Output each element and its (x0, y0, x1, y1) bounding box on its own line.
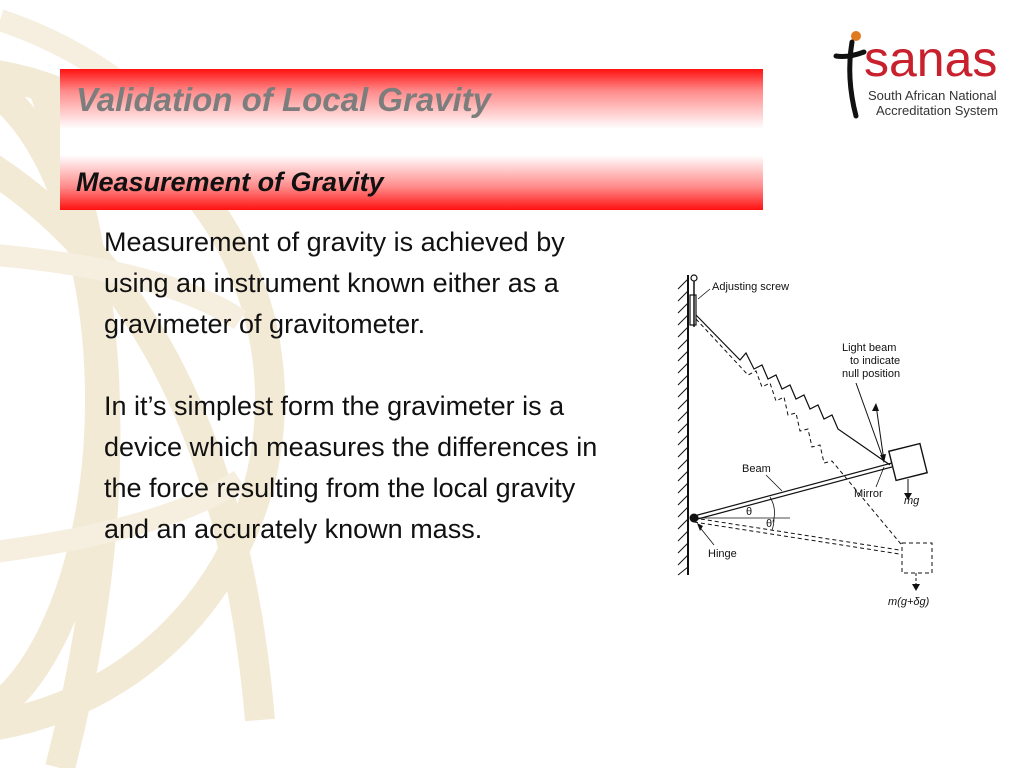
label-beam: Beam (742, 463, 771, 475)
spring-solid (696, 315, 890, 465)
sanas-logo (828, 28, 1012, 120)
label-light-beam-2: to indicate (850, 355, 901, 367)
light-beam-out (876, 405, 884, 461)
label-mg-dg: m(g+δg) (888, 596, 930, 608)
sanas-figure-icon (828, 28, 868, 120)
gravimeter-diagram (670, 265, 950, 615)
label-theta-prime: θ′ (766, 518, 775, 530)
logo-wordmark: sanas (864, 31, 998, 87)
mass-mg (889, 444, 927, 481)
label-mirror: Mirror (854, 488, 883, 500)
paragraph-definition: Measurement of gravity is achieved by using an instrument known either as a gravimeter of gravitometer. (104, 227, 565, 339)
light-beam-in (856, 383, 884, 461)
slide-title: Validation of Local Gravity (76, 81, 492, 118)
label-adjusting-screw: Adjusting screw (712, 281, 790, 293)
body-text (104, 222, 604, 550)
wall (678, 275, 688, 575)
label-light-beam-3: null position (842, 368, 901, 380)
slide-subtitle: Measurement of Gravity (76, 167, 384, 197)
label-hinge: Hinge (708, 548, 737, 560)
label-mg: mg (904, 495, 920, 507)
title-banner (60, 69, 763, 210)
paragraph-description: In it’s simplest form the gravimeter is a device which measures the differences in the force resulting from the local gravity and an accurately known mass. (104, 391, 598, 544)
angle-arc-theta (770, 497, 775, 518)
logo-tagline-line2: Accreditation System (876, 103, 999, 118)
label-theta: θ (746, 506, 753, 518)
mass-mg-dg (902, 543, 932, 573)
label-light-beam-1: Light beam (842, 342, 897, 354)
logo-tagline-line1: South African National (868, 88, 997, 103)
